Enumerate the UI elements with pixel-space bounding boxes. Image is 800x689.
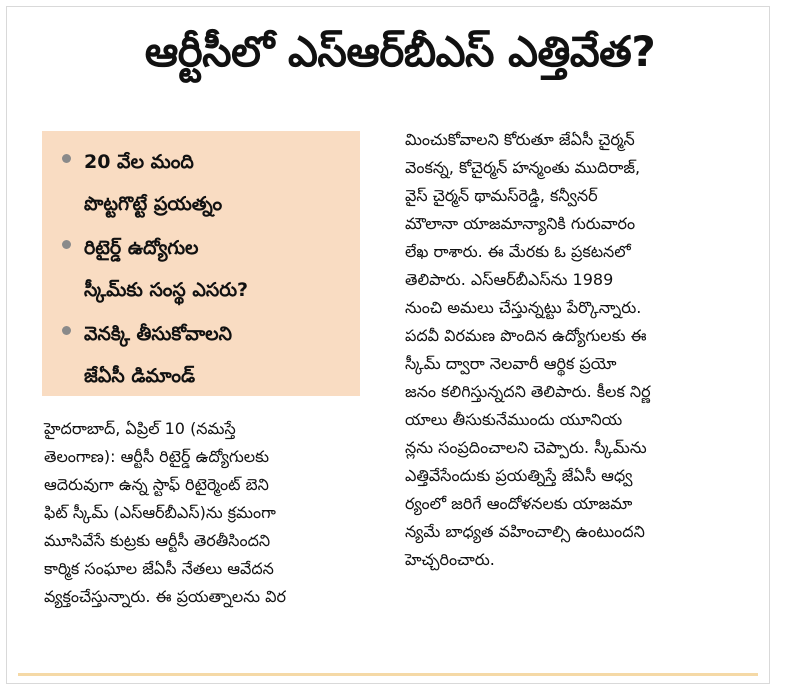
- highlight-line: స్కీమ్‌కు సంస్థ ఎసరు?: [84, 279, 249, 301]
- highlight-line: వెనక్కి తీసుకోవాలని: [84, 323, 232, 345]
- body-line: కార్మిక సంఘాల జేఏసీ నేతలు ఆవేదన: [44, 559, 274, 578]
- bullet-icon: [62, 240, 71, 249]
- body-line: జనం కలిగిస్తున్నదని తెలిపారు. కీలక నిర్ణ: [405, 382, 651, 401]
- body-line: మౌలానా యాజమాన్యానికి గురువారం: [405, 214, 636, 233]
- bullet-icon: [62, 154, 71, 163]
- highlight-item: [60, 313, 350, 397]
- article-body-left-column: [44, 415, 374, 611]
- highlight-line: 20 వేల మంది: [84, 151, 194, 173]
- highlight-item: [60, 227, 350, 311]
- body-line: యాలు తీసుకునేముందు యూనియ: [405, 410, 623, 429]
- body-line: వ్యక్తంచేస్తున్నారు. ఈ ప్రయత్నాలను విర: [44, 587, 286, 606]
- body-line: మించుకోవాలని కోరుతూ జేఏసీ చైర్మన్: [405, 130, 635, 149]
- body-line: వైస్ చైర్మన్ థామస్‌రెడ్డి, కన్వీనర్: [405, 186, 598, 205]
- highlight-line: రిటైర్డ్ ఉద్యోగుల: [84, 237, 199, 259]
- body-line: హెచ్చరించారు.: [405, 550, 495, 569]
- headline: ఆర్టీసీలో ఎస్‌ఆర్‌బీఎస్ ఎత్తివేత?: [144, 27, 656, 76]
- bottom-rule: [18, 673, 758, 676]
- highlight-line: పొట్టగొట్టే ప్రయత్నం: [84, 193, 223, 215]
- body-line: ర్యంలో జరిగే ఆందోళనలకు యాజమా: [405, 494, 633, 513]
- body-line: పదవీ విరమణ పొందిన ఉద్యోగులకు ఈ: [405, 326, 647, 345]
- body-line: న్యమే బాధ్యత వహించాల్సి ఉంటుందని: [405, 522, 645, 541]
- highlight-line: జేఏసీ డిమాండ్: [84, 365, 196, 387]
- highlights-box: [42, 131, 360, 396]
- body-line: నుంచి అమలు చేస్తున్నట్టు పేర్కొన్నారు.: [405, 298, 642, 317]
- body-line: ఎత్తివేసేందుకు ప్రయత్నిస్తే జేఏసీ ఆధ్వ: [405, 466, 633, 485]
- body-line: తెలిపారు. ఎస్‌ఆర్‌బీఎస్‌ను 1989: [405, 270, 614, 289]
- body-line: స్కీమ్ ద్వారా నెలవారీ ఆర్థిక ప్రయో: [405, 354, 617, 373]
- body-line: వెంకన్న, కోచైర్మన్ హన్మంతు ముదిరాజ్,: [405, 158, 641, 177]
- body-line: న్లను సంప్రదించాలని చెప్పారు. స్కీమ్‌ను: [405, 438, 647, 457]
- body-line: ఆదెరువుగా ఉన్న స్టాఫ్ రిటైర్మెంట్ బెని: [44, 475, 269, 494]
- highlight-item: [60, 141, 350, 225]
- body-line: లేఖ రాశారు. ఈ మేరకు ఓ ప్రకటనలో: [405, 242, 631, 261]
- bullet-icon: [62, 326, 71, 335]
- article-body-right-column: [405, 126, 750, 574]
- body-line: మూసివేసే కుట్రకు ఆర్టీసీ తెరతీసిందని: [44, 531, 271, 550]
- body-line: ఫిట్ స్కీమ్ (ఎస్‌ఆర్‌బీఎస్)ను క్రమంగా: [44, 503, 276, 522]
- body-line: తెలంగాణ): ఆర్టీసీ రిటైర్డ్ ఉద్యోగులకు: [44, 447, 269, 466]
- body-line: హైదరాబాద్, ఏప్రిల్ 10 (నమస్తే: [44, 419, 236, 438]
